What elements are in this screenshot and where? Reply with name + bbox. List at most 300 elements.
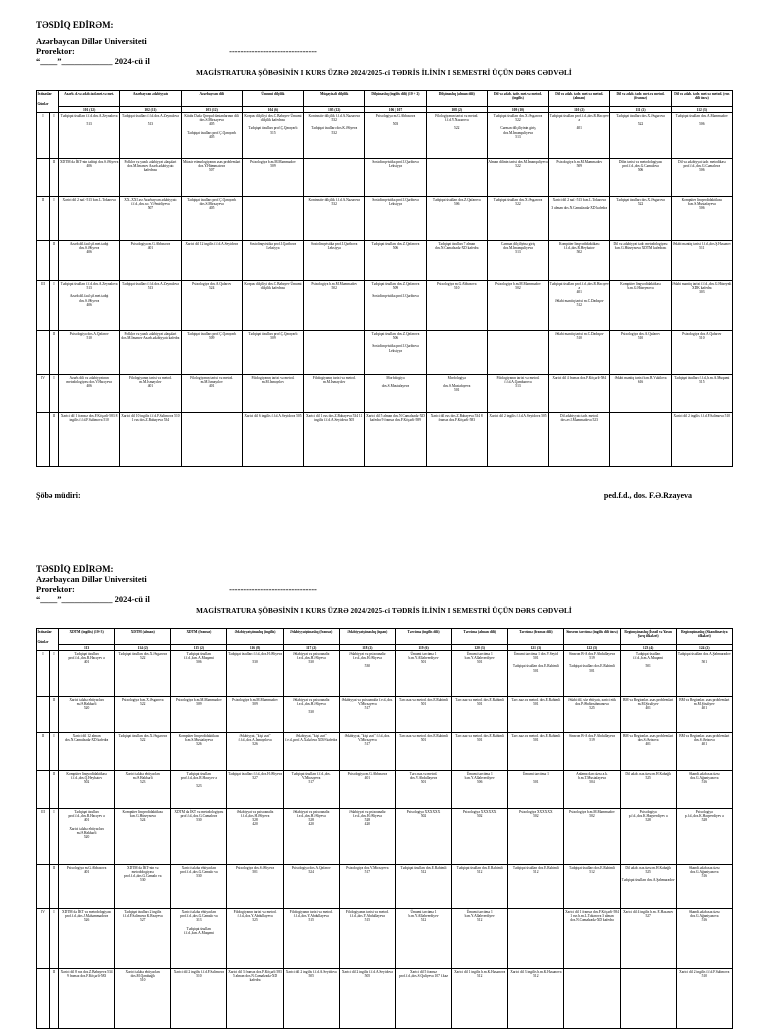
prorector-line: [36, 46, 732, 56]
lesson-cell: Tədqiqat üsulları dos.E.Rəhimli 512: [395, 865, 451, 909]
table-row: [37, 331, 733, 375]
column-header: Tərcümə (ingilis dili): [395, 629, 451, 645]
lesson-cell: Sosiolinqvistika prof.I.Qəribova Leksiyya: [242, 241, 303, 281]
day-cell: I: [37, 651, 50, 697]
lesson-cell: Filologiyanın tarixi və metod. m.M.İsmayılov: [242, 375, 303, 413]
lesson-cell: Kompüter linqvodidaktikası b.m.G.Hüseynova 524: [115, 809, 171, 865]
pair-cell: I: [50, 733, 59, 771]
table-row: [37, 113, 733, 159]
table-row: [37, 159, 733, 197]
column-header: Dil və ədəb. tədr. met.və metod. (alman): [549, 91, 610, 107]
schedule-table-2: [36, 628, 733, 1029]
table-row: [37, 733, 733, 771]
lesson-cell: BM və Regionlar. əsas problemləri m.M.Şirəliyev 401: [676, 697, 732, 733]
group-code: 118 (2): [339, 645, 395, 651]
days-label: Günlər: [37, 639, 49, 644]
lesson-cell: Kompüter linqvodidaktikası b.m.G.Hüseynova: [610, 281, 671, 331]
group-code: 112 (3): [671, 107, 732, 113]
lesson-cell: BM və Regionlar. əsas problemləri dos.S.Əzizova 401: [620, 733, 676, 771]
approve-label: TƏSDİQ EDİRƏM:: [36, 20, 114, 30]
lesson-cell: Sosiolinqvistika prof.I.Qəribova Leksiyya: [304, 241, 365, 281]
pair-cell: I: [50, 651, 59, 697]
lesson-cell: Tədqiqat üsulları f.f.d.dos.A.Zeynalova 513: [120, 281, 181, 331]
lesson-cell: Tədqiqat üsulları prof.f.d.,dos.R.Hacıyev a 401 Ədəbi məntiq tarixi m.C.Dadaşov 512: [549, 281, 610, 331]
lesson-cell: Tərc.nəz.və metod. dos.E.Rəhimli 501: [395, 733, 451, 771]
lesson-cell: Psixologiya m.G.Abbasova 510: [426, 281, 487, 331]
lesson-cell: Tədqiqat üsulları dos.A.Şahmuradov 501: [676, 651, 732, 697]
group-code: 108 (2): [426, 107, 487, 113]
group-code: 104 (6): [242, 107, 303, 113]
lesson-cell: Psixologiya b.m.M.Məmmədov 509: [171, 697, 227, 733]
lesson-cell: Tədqiqat üsulları dos.E.Rəhimli 512: [564, 865, 620, 909]
lesson-cell: Ədəbi dil, söz ehtiyatı, xarici etik dos.P.Əbdürrəhmanova 525: [564, 697, 620, 733]
lesson-cell: Psixologiya b.m.M.Məmmədov 509: [227, 697, 283, 733]
university-name: Azərbaycan Dillər Universiteti: [36, 36, 147, 46]
lesson-cell: Ədəbiyyat və psixoanaliz f.f.d.,dos.H.Əliyeva 528 420: [227, 809, 283, 865]
lesson-cell: Xarici dil 5 fransız prof.f.d.,dos.S.Quliyeva 107 f.kaz: [395, 969, 451, 1029]
lesson-cell: Alman dilinin tarixi dos.M.İmanquliyeva 522: [487, 159, 548, 197]
schedule-table-1-wrap: [36, 90, 732, 467]
lesson-cell: Tədqiqat üsulları dos.Z.Qafarova 506 Sosiolinqvistika prof.I.Qəribova Leksiyya: [365, 331, 426, 375]
lesson-cell: Kompüter linqvodidaktikası b.m.S.Mustafayeva 506: [671, 197, 732, 241]
lesson-cell: Psixologiya b.m.M.Məmmədov 509: [242, 159, 303, 197]
lesson-cell: Ümumi tərcümə 1 b.m.Y.Allahverdiyev 501: [395, 651, 451, 697]
day-cell: [37, 865, 50, 909]
lesson-cell: Xarici dil 2 ingilis f.f.d.A.Seyidova 505: [339, 969, 395, 1029]
lesson-cell: Dilin tarixi və metodologiyası prof.f.d.,dos.G.Cəmalova 506: [610, 159, 671, 197]
specialties-label: İxtisaslar: [37, 91, 52, 96]
pair-cell: I: [50, 281, 59, 331]
lesson-cell: Psixologiya b.m.M.Məmmədov 509: [549, 159, 610, 197]
lesson-cell: Dil ədəb. nəz.üzrə m.H.Kabağlı 525 Tədqiqat üsulları dos.A.Şahmuradov: [620, 865, 676, 909]
column-header: Azərbaycan ədəbiyyatı: [120, 91, 181, 107]
lesson-cell: Tərc.nəz.və metod. dos.E.Rəhimli 501: [508, 733, 564, 771]
prorector-label: Prorektor:: [36, 46, 75, 56]
pair-cell: II: [50, 413, 59, 467]
lesson-cell: Tədqiqat üsulları prof.f.d.,dos.R.Hacıyev a 401: [59, 651, 115, 697]
table-row: [37, 413, 733, 467]
lesson-cell: BM və Regionlar. əsas problemləri m.M.Şirəliyev 401: [620, 697, 676, 733]
lesson-cell: Ədəbi məntiq tarixi f.f.d.,dos.G.Hüseynli XDK kafedra 303: [671, 281, 732, 331]
lesson-cell: [304, 159, 365, 197]
lesson-cell: Xarici dil 1 fransız dos.F.Köçərli-584 1 rus b.m.L.Tokarova 3 alman dos.N.Camalzadə-XD kafedra: [564, 909, 620, 969]
lesson-cell: Psixologiya dos.S.Əliyeva 501: [227, 865, 283, 909]
column-header: XDTM (fransız): [171, 629, 227, 645]
pair-cell: I: [50, 909, 59, 969]
lesson-cell: Dil və ədəbiyyat tədr. metodologiyası b.m.G.Hüseynova XDTM kafedrası: [610, 241, 671, 281]
lesson-cell: Tədqiqat üsulları prof.f.d.,dos.R.Hacıyev a 401: [549, 113, 610, 159]
column-header: Tərcümə (fransız dili): [508, 629, 564, 645]
lesson-cell: Ədəbi məntiq tarixi f.f.d.,dos.Ş.Həsənov 511: [671, 241, 732, 281]
pair-cell: I: [50, 197, 59, 241]
group-code: 102 (11): [120, 107, 181, 113]
lesson-cell: Tədqiqat üsulları prof.f.d.,dos.R.Hacıyev a 523: [171, 771, 227, 809]
lesson-cell: Tədqiqat üsulları f.f.d.,dos.H.Əliyeva 530: [227, 651, 283, 697]
group-code: 105 (12): [304, 107, 365, 113]
column-header: Müqayisəli dilçilik: [304, 91, 365, 107]
corner-cell: [37, 629, 59, 651]
lesson-cell: Filologiyanın tarixi və metod. f.f.d.,dos.Y.Abdullayeva 515: [339, 909, 395, 969]
lesson-cell: Tədqiqat üsulları prof.Ç.Qarayarlı dos.S.Mirzəyeva 405: [181, 197, 242, 241]
day-cell: IV: [37, 909, 50, 969]
lesson-cell: Ədəbiyyat və psixoanaliz f.e.d.,dos.H.Əliyeva 530: [339, 651, 395, 697]
lesson-cell: [426, 159, 487, 197]
lesson-cell: Xarici dil 10 ingilis f.f.d.F.Səlimova 510 1 rus dos.Z.Babayeva 534: [120, 413, 181, 467]
lesson-cell: [508, 909, 564, 969]
column-header: Dil və ədəb. tədr. met.və metod. (fransız): [610, 91, 671, 107]
group-code: 115 (2): [171, 645, 227, 651]
group-code: 114 (2): [115, 645, 171, 651]
lesson-cell: Kompüter linqvodidaktikası b.m.S.Mustafayeva 526: [171, 733, 227, 771]
column-header: Ümumi dilçilik: [242, 91, 303, 107]
column-header: Dilşünaslıq (ingilis dili) (10 + 2): [365, 91, 426, 107]
lesson-cell: Ədəbiyyat, "kişi əsri" f.f.d.,dos.A.İsmayılova 526: [227, 733, 283, 771]
approve-label: TƏSDİQ EDİRƏM:: [36, 564, 114, 574]
lesson-cell: XDTM də İKT və metodologiyası prof.f.d.,dos.J.Məhəmmədova 526: [59, 909, 115, 969]
group-code: 111 (2): [610, 107, 671, 113]
lesson-cell: Xarici dil 3 ingilis b.m.K.Həsənova 512: [508, 969, 564, 1029]
lesson-cell: Filologiyanın tarixi və metod. f.f.d.,dos.Y.Abdullayeva 515: [283, 909, 339, 969]
lesson-cell: Ədəbiyyat və psixoanaliz f.e.d.,dos.H.Əliyeva 528 420: [339, 809, 395, 865]
lesson-cell: Xarici dil 12 ingilis f.f.d.A.Seyidova: [181, 241, 242, 281]
lesson-cell: Xarici dil 8 rus dos.Z.Babayeva 534 9 fransız dos.F.Köçərli-583: [59, 969, 115, 1029]
group-code: 103 (12): [181, 107, 242, 113]
column-header: Ədəbiyyatşünaslıq (ispan): [339, 629, 395, 645]
column-header: Dil və ədəb. tədr. met.və metod. (ingilis): [487, 91, 548, 107]
day-cell: [37, 241, 50, 281]
lesson-cell: Xarici dil 2 ingilis f.f.d.F.Səlimova 510: [676, 969, 732, 1029]
lesson-cell: Azərb.dil.fəal şif.met.tədqi dos.S.Əliyeva 406: [59, 241, 120, 281]
table-row: [37, 909, 733, 969]
schedule-header-2: [36, 564, 732, 617]
column-header: Dil və ədəb. tədr. met.və metod. (rus dili üzrə): [671, 91, 732, 107]
lesson-cell: Sosiolinqvistika prof.I.Qəribova Leksiyya: [365, 159, 426, 197]
specialties-label: İxtisaslar: [37, 629, 52, 634]
lesson-cell: Tədqiqat üsulları f.f.d.,b.m.A.Muqami 515: [671, 375, 732, 413]
lesson-cell: Tədqiqat üsulları dos.Z.Qafarova 506: [426, 197, 487, 241]
group-code: 113: [59, 645, 115, 651]
lesson-cell: [610, 413, 671, 467]
group-code: 116 (8): [227, 645, 283, 651]
table-row: [37, 651, 733, 697]
lesson-cell: [181, 413, 242, 467]
group-code: 109 (10): [487, 107, 548, 113]
lesson-cell: Ədəbi məntiq tarixi b.m.B.Vəkilova 616: [610, 375, 671, 413]
lesson-cell: [564, 969, 620, 1029]
lesson-cell: Xarici dil 2 ingilis f.f.d.F.Səlimova 510: [171, 969, 227, 1029]
day-cell: [37, 697, 50, 733]
lesson-cell: Tərc.nəz.və metod. dos.V.Abdullayeva 501: [395, 771, 451, 809]
corner-cell: [37, 91, 59, 113]
lesson-cell: Psixologiya b.m.M.Məmmədov 502: [564, 809, 620, 865]
column-header: Azərb. d.və ədəb.tad.met.və met.: [59, 91, 120, 107]
lesson-cell: Tədqiqat üsulları dos.Z.Qafarova 506: [365, 241, 426, 281]
lesson-cell: XDTM də İKT və metodologiyası prof.f.d.,dos.G.Camalova 530: [171, 809, 227, 865]
group-code: 110 (2): [549, 107, 610, 113]
lesson-cell: [304, 331, 365, 375]
group-code: 122 (5): [564, 645, 620, 651]
table-row: [37, 197, 733, 241]
pair-cell: II: [50, 697, 59, 733]
lesson-cell: Dil ədəb. nəz.üzrə m.H.Kabağlı 525: [620, 771, 676, 809]
lesson-cell: Tədqiqat üsulları f.f.d.,b.m.A.Muqami 501: [620, 651, 676, 697]
day-cell: [37, 771, 50, 809]
lesson-cell: Dil və ədəbiyyat tədr. metodikası prof.f.d.,dos.G.Cəmalova 506: [671, 159, 732, 197]
table-row: [37, 809, 733, 865]
lesson-cell: Tədqiqat üsulları dos.X.Əsgərova 522: [487, 197, 548, 241]
lesson-cell: Sinxron B-A dos.F.Abdullayeva 519 Tədqiqat üsulları dos.E.Rəhimli 501: [564, 651, 620, 697]
days-label: Günlər: [37, 101, 49, 106]
column-header: Azərbaycan dili: [181, 91, 242, 107]
lesson-cell: Tədqiqat üsulları f.f.d.dos.A.Zeynalova 513 Azərb.dil.fəal şif.met.tədqi dos.S.Əliyeva 406: [59, 281, 120, 331]
lesson-cell: Ədəbiyyat, "kişi əsri" f.e.d.,prof.A.Xələfova XDƏ kafedra: [283, 733, 339, 771]
day-cell: [37, 413, 50, 467]
column-header: Dilşünaslıq (alman dili): [426, 91, 487, 107]
lesson-cell: Tərc.nəz.və metod. dos.E.Rəhimli 501: [395, 697, 451, 733]
lesson-cell: Psixologiya b.m.M.Məmmədov 502: [304, 281, 365, 331]
lesson-cell: Cərmən dilçiliyinə giriş dos.M.İmanquliyeva 513: [487, 241, 548, 281]
lesson-cell: Xarici dil 1 ingilis b.m.K.Həsənova 512: [452, 969, 508, 1029]
lesson-cell: Dil ədəbiyyatı tədr. metod. dos.zv.I.Məmmədova 523: [549, 413, 610, 467]
lesson-cell: Azərb.dili və ədəbiyyatının metodologiyası dos.V.Hacıyeva 406: [59, 375, 120, 413]
lesson-cell: Ümumi tərcümə 1 501: [508, 771, 564, 809]
lesson-cell: Sosiolinqvistika prof.I.Qəribova Leksiyya: [365, 197, 426, 241]
lesson-cell: Psixologiya b.m.X.Əsgərova 522: [115, 697, 171, 733]
pair-cell: II: [50, 159, 59, 197]
group-code: 106 | 107: [365, 107, 426, 113]
prorector-line: [36, 584, 732, 594]
lesson-cell: Psixologiya dos.V.Mirzəyeva 517: [339, 865, 395, 909]
column-header: XDTM (alman): [115, 629, 171, 645]
lesson-cell: Xarici tələbə ehtiyacları m.Ə.Hakbərli 520: [59, 697, 115, 733]
lesson-cell: Tədqiqat üsulları 2 ingilis f.f.d.F.Səlimova K.Rzayeva 527: [115, 909, 171, 969]
lesson-cell: Psixologiya XXXXXX 502: [452, 809, 508, 865]
schedule-table-1: [36, 90, 733, 467]
lesson-cell: Tərc.nəz.və metod. dos.E.Rəhimli 501: [508, 697, 564, 733]
pair-cell: I: [50, 113, 59, 159]
lesson-cell: Ədəbiyyat və psixoanaliz f.e.d.,dos.H.Əliyeva 530: [283, 651, 339, 697]
group-code: 120 (3): [452, 645, 508, 651]
lesson-cell: Xarici tələbə ehtiyacları m.Ə.Hakbərli 523: [115, 771, 171, 809]
lesson-cell: Tədqiqat üsulları f.f.d.dos.A.Zeynalova 513: [120, 113, 181, 159]
pair-cell: II: [50, 771, 59, 809]
schedule-header-1: [36, 20, 732, 79]
head-name: ped.f.d., dos. F.Ə.Rzayeva: [603, 491, 692, 500]
lesson-cell: Sinxron B-A dos.F.Abdullayeva 519: [564, 733, 620, 771]
day-cell: [37, 331, 50, 375]
lesson-cell: Ümumi tərcümə 1 b.m.Y.Allahverdiyev 501: [452, 651, 508, 697]
group-code: 121 (3): [508, 645, 564, 651]
lesson-cell: Xarici dil rus dos.Z.Babayeva 534 8 fransız dos.F.Köçərli-583: [426, 413, 487, 467]
day-cell: III: [37, 281, 50, 331]
lesson-cell: Ədəbiyyat və psixoanaliz f.e.d.,dos.H.Əliyeva 528 420: [283, 809, 339, 865]
lesson-cell: BM və Regionlar. əsas problemləri dos.S.Əzizova 401: [676, 733, 732, 771]
lesson-cell: [620, 969, 676, 1029]
group-code: 123 (4): [620, 645, 676, 651]
pair-cell: II: [50, 331, 59, 375]
day-cell: [37, 159, 50, 197]
column-header: Regionşünaslıq (İsrail və Yaxın Şərq ölkələri): [620, 629, 676, 645]
lesson-cell: Xarici dil 4 ingilis b.m. E.Həsənov 527: [620, 909, 676, 969]
lesson-cell: Psixologiya p.f.d.,dos.K.Haqverdiyev a 528: [620, 809, 676, 865]
lesson-cell: Kitabı Dədə Qorqud dastanlarının dili dos.S.Mirzəyeva 405 Tədqiqat üsulları prof.Ç.Qarayarlı 405: [181, 113, 242, 159]
lesson-cell: Tədqiqat üsulları dos.X.Əsgərova 522: [115, 651, 171, 697]
lesson-cell: Tədqiqat üsulları f.f.d.,dos.H.Əliyeva 527: [227, 771, 283, 809]
lesson-cell: Folklor və yazılı ədəbiyyat əlaqələri dos.M.İmanov Azərb.ədəbiyyatı kafedrası: [120, 159, 181, 197]
lesson-cell: Tərc.nəz.və metod. dos.E.Rəhimli 501: [452, 733, 508, 771]
prorector-label: Prorektor:: [36, 584, 75, 594]
lesson-cell: Psixologiya p.f.d.,dos.K.Haqverdiyev a 528: [676, 809, 732, 865]
lesson-cell: Xarici dil 5 alman dos.N.Camalzadə-XD kafedra 9 fransız dos.F.Köçərli-589: [365, 413, 426, 467]
lesson-cell: Psixologiya m.G.Abbasova 401: [339, 771, 395, 809]
lesson-cell: Kompüter linqvodidaktikası f.f.d.,dos.R.Heybətov 502: [549, 241, 610, 281]
header-row: [37, 629, 733, 645]
lesson-cell: Xarici dil 2 nəf.-513 b.m.L.Tokarova 3 alman dos.N.Camalzadə-XD kafedra: [549, 197, 610, 241]
lesson-cell: [242, 197, 303, 241]
lesson-cell: Xarici tələbə ehtiyacları prof.f.d.,dos.G.Camalo va 530: [171, 865, 227, 909]
university-name: Azərbaycan Dillər Universiteti: [36, 574, 147, 584]
lesson-cell: Korpus dilçiliyi dos.C.Babayev Ümumi dilçilik kafedrası: [242, 281, 303, 331]
day-cell: I: [37, 113, 50, 159]
lesson-cell: Tədqiqat üsulları dos.X.Əsgərova 522: [115, 733, 171, 771]
lesson-cell: Xarici dil 3 fransız dos.F.Köçərli 583 5 alman dos.N.Camalzadə-XD kafedra: [227, 969, 283, 1029]
schedule-title: MAGİSTRATURA ŞÖBƏSİNİN I KURS ÜZRƏ 2024/2025-ci TƏDRİS İLİNİN I SEMESTRİ ÜÇÜN DƏRS CƏDVƏLİ: [196, 69, 572, 77]
lesson-cell: Tədqiqat üsulları dos.E.Rəhimli 512: [508, 865, 564, 909]
table-row: [37, 771, 733, 809]
prorector-signature-line: -------------------------------: [229, 46, 317, 56]
day-cell: II: [37, 197, 50, 241]
lesson-cell: Skandi.ədəb.nəz.üzrə dos.G.Ağaniyazova 516: [676, 771, 732, 809]
lesson-cell: Xarici dil 1 rus dos.Z.Babayeva 534 11 ingilis f.f.d.A.Seyidova 505: [304, 413, 365, 467]
lesson-cell: Kontrastiv dilçilik f.f.d.A.Nəzərova 532 Tədqiqat üsulları dos.K.Əliyeva 532: [304, 113, 365, 159]
lesson-cell: Psixologiya dos.A.Qafarov 524: [181, 281, 242, 331]
lesson-cell: Kompüter linqvodidaktikası f.f.d.,dos.Q.Heybətov 502: [59, 771, 115, 809]
day-cell: [37, 969, 50, 1029]
table-row: [37, 969, 733, 1029]
head-label: Şöbə müdiri:: [36, 491, 81, 500]
lesson-cell: [426, 331, 487, 375]
column-header: XDTM (ingilis) (10+3): [59, 629, 115, 645]
lesson-cell: Xarici dil 12 alman dos.N.Camalzadə-XD kafedra: [59, 733, 115, 771]
lesson-cell: Tədqiqat üsulları prof.Ç.Qarayarlı 509: [242, 331, 303, 375]
lesson-cell: Ümumi tərcümə 1 b.m.Y.Allahverdiyev 506: [452, 771, 508, 809]
lesson-cell: Psixologiya m.G.Abbasova 503: [365, 113, 426, 159]
group-code: 119 (6): [395, 645, 451, 651]
lesson-cell: Psixologiya dos.A.Qafarov 510: [59, 331, 120, 375]
lesson-cell: Tərc.nəz.və metod. dos.E.Rəhimli 501: [452, 697, 508, 733]
lesson-cell: XDTM də İKT-nin tətbiqi dos.S.Əliyeva 406: [59, 159, 120, 197]
column-header: Regionşünaslıq (Skandinaviya ölkələri): [676, 629, 732, 645]
lesson-cell: Ədəbiyyat və psixoanaliz f.e.d.,dos. V.Mirzəyeva 517: [339, 697, 395, 733]
lesson-cell: Filologiyanın tarixi və metod. m.M.İsmayılov 401: [181, 375, 242, 413]
lesson-cell: Psixologiya dos.A.Qafarov 510: [610, 331, 671, 375]
group-code: 124 (2): [676, 645, 732, 651]
lesson-cell: Xarici dil 2 ingilis f.f.d.A.Seyidova 505: [283, 969, 339, 1029]
pair-cell: II: [50, 969, 59, 1029]
column-header: Ədəbiyyatşünaslıq (fransız): [283, 629, 339, 645]
lesson-cell: XDTM də İKT-nin və metodologiyası prof.f.d.,dos.G.Camalo va 530: [115, 865, 171, 909]
prorector-signature-line: -------------------------------: [229, 584, 317, 594]
lesson-cell: Psixologiya dos.A.Qafarov 524: [283, 865, 339, 909]
lesson-cell: Ümumi tərcümə 1 b.m.Y.Allahverdiyev 512: [452, 909, 508, 969]
day-cell: IV: [37, 375, 50, 413]
lesson-cell: Xarici dil 4 fransız dos.F.Köçərli-584: [549, 375, 610, 413]
column-header: Tərcümə (alman dili): [452, 629, 508, 645]
lesson-cell: Skandi.ədəb.nəz.üzrə dos.G.Ağaniyazova 516: [676, 865, 732, 909]
lesson-cell: Psixologiya XXXXXX 502: [508, 809, 564, 865]
lesson-cell: Filologiyanın tarixi və metod. f.f.d.Y.Nəzərova 522: [426, 113, 487, 159]
lesson-cell: Filologiyanın tarixi və metod. m.M.İsmayılov: [304, 375, 365, 413]
lesson-cell: Psixologiya dos.A.Qafarov 510: [671, 331, 732, 375]
lesson-cell: Tədqiqat üsulları f.f.d.dos.A.Zeynalova 513: [59, 113, 120, 159]
lesson-cell: Kontrastiv dilçilik f.f.d.A.Nəzərova 532: [304, 197, 365, 241]
pair-cell: II: [50, 241, 59, 281]
group-code: 117 (2): [283, 645, 339, 651]
head-signature: [36, 491, 732, 500]
table-row: [37, 241, 733, 281]
lesson-cell: Folklor və yazılı ədəbiyyat əlaqələri dos.M.İmanov Azərb.ədəbiyyatı kafedra: [120, 331, 181, 375]
lesson-cell: Ədəbiyyat və psixoanaliz f.e.d.,dos.H.Əliyeva 530: [283, 697, 339, 733]
date-line: “____”____________ 2024-cü il: [36, 594, 150, 604]
lesson-cell: Psixologiya XXXXXX 502: [395, 809, 451, 865]
date-line: “____”____________ 2024-cü il: [36, 56, 150, 66]
pair-cell: I: [50, 375, 59, 413]
table-row: [37, 375, 733, 413]
lesson-cell: Ədəbiyyat, "kişi əsri" f.f.d.,dos. V.Mirzəyeva 517: [339, 733, 395, 771]
lesson-cell: Tədqiqat üsulları f.f.d.,b.m.A.Muqami 506: [171, 651, 227, 697]
group-code: 101 (12): [59, 107, 120, 113]
lesson-cell: Psixologiya b.m.M.Məmmədov 502: [487, 281, 548, 331]
header-row: [37, 91, 733, 107]
lesson-cell: Xarici tələbə ehtiyacları prof.f.d.,dos.G.Camalo va 313 Tədqiqat üsulları f.f.d.,b.m.A.Muqami: [171, 909, 227, 969]
lesson-cell: Xarici dil 2 ingilis f.f.d.A.Seyidova 505: [487, 413, 548, 467]
lesson-cell: Xarici dil 2 ingilis f.f.d.F.Səlimova 510: [671, 413, 732, 467]
lesson-cell: Xarici tələbə ehtiyacları dos.M.Qarabağlı 510: [115, 969, 171, 1029]
table-row: [37, 865, 733, 909]
lesson-cell: Xarici dil 2 nəf.-513 b.m.L.Tokarova: [59, 197, 120, 241]
schedule-title: MAGİSTRATURA ŞÖBƏSİNİN I KURS ÜZRƏ 2024/2025-ci TƏDRİS İLİNİN I SEMESTRİ ÜÇÜN DƏRS CƏDVƏLİ: [196, 607, 572, 615]
lesson-cell: Xarici dil 6 ingilis f.f.d.A.Seyidova 505: [242, 413, 303, 467]
pair-cell: I: [50, 809, 59, 865]
table-row: [37, 697, 733, 733]
lesson-cell: Ümumi tərcümə 1 b.m.Y.Allahverdiyev 512: [395, 909, 451, 969]
day-cell: III: [37, 809, 50, 865]
lesson-cell: Psixologiya m.G.Abbasova 401: [59, 865, 115, 909]
lesson-cell: Morfologiya dos.S.Mustafayeva 501: [426, 375, 487, 413]
lesson-cell: Filologiyanın tarixi və metod. f.f.d.,dos.Y.Abdullayeva 525: [227, 909, 283, 969]
lesson-cell: Ümumi tərcümə 1 dos.V.Seyid 501 Tədqiqat üsulları dos.E.Rəhimli 501: [508, 651, 564, 697]
lesson-cell: Psixologiya m.G.Abbasova 401: [120, 241, 181, 281]
lesson-cell: Tədqiqat üsulları dos.X.Əsgərova 522: [610, 197, 671, 241]
lesson-cell: Ədəbi məntiq tarixi m.C.Dadaşov 510: [549, 331, 610, 375]
lesson-cell: Xarici dil 1 fransız dos.F.Köçərli-583 8 ingilis f.f.d.F.Səlimova 510: [59, 413, 120, 467]
day-cell: II: [37, 733, 50, 771]
lesson-cell: Tədqiqat üsulları dos.E.Rəhimli 512: [452, 865, 508, 909]
lesson-cell: Tədqiqat üsulları dos.A.Məmmədov 506: [671, 113, 732, 159]
lesson-cell: Müasir etimologiyanın əsas problemləri dos.Y.Hümmətova 507: [181, 159, 242, 197]
lesson-cell: Tədqiqat üsulları dos.X.Əsgərova 522: [610, 113, 671, 159]
lesson-cell: [487, 331, 548, 375]
lesson-cell: Skandi.ədəb.nəz.üzrə dos.G.Ağaniyazova 516: [676, 909, 732, 969]
column-header: Ədəbiyyatşünaslıq (ingilis): [227, 629, 283, 645]
lesson-cell: Tədqiqat üsulları dos.X.Əsgərova 522 Cərmən dilçiliyinin giriş dos.M.İmanquliyeva 513: [487, 113, 548, 159]
lesson-cell: Tədqiqat üsulları prof.Ç.Qarayarlı 509: [181, 331, 242, 375]
lesson-cell: Tədqiqat üsulları dos.Z.Qafarova 509 Sosiolinqvistika prof.I.Qəribova: [365, 281, 426, 331]
lesson-cell: Tədqiqat üsulları prof.f.d.,dos.R.Hacıyev a 401 Xarici tələbə ehtiyacları m.Ə.Hakbərli 520: [59, 809, 115, 865]
lesson-cell: Tədqiqat üsulları f.f.d.,dos. V.Mirzəyeva 517: [283, 771, 339, 809]
lesson-cell: XX–XXI əsr Azərbaycan ədəbiyyatı f.f.d.,dos.xo. V.Əmirliyeva 507: [120, 197, 181, 241]
column-header: Sinxron tərcümə (ingilis dili üzrə): [564, 629, 620, 645]
